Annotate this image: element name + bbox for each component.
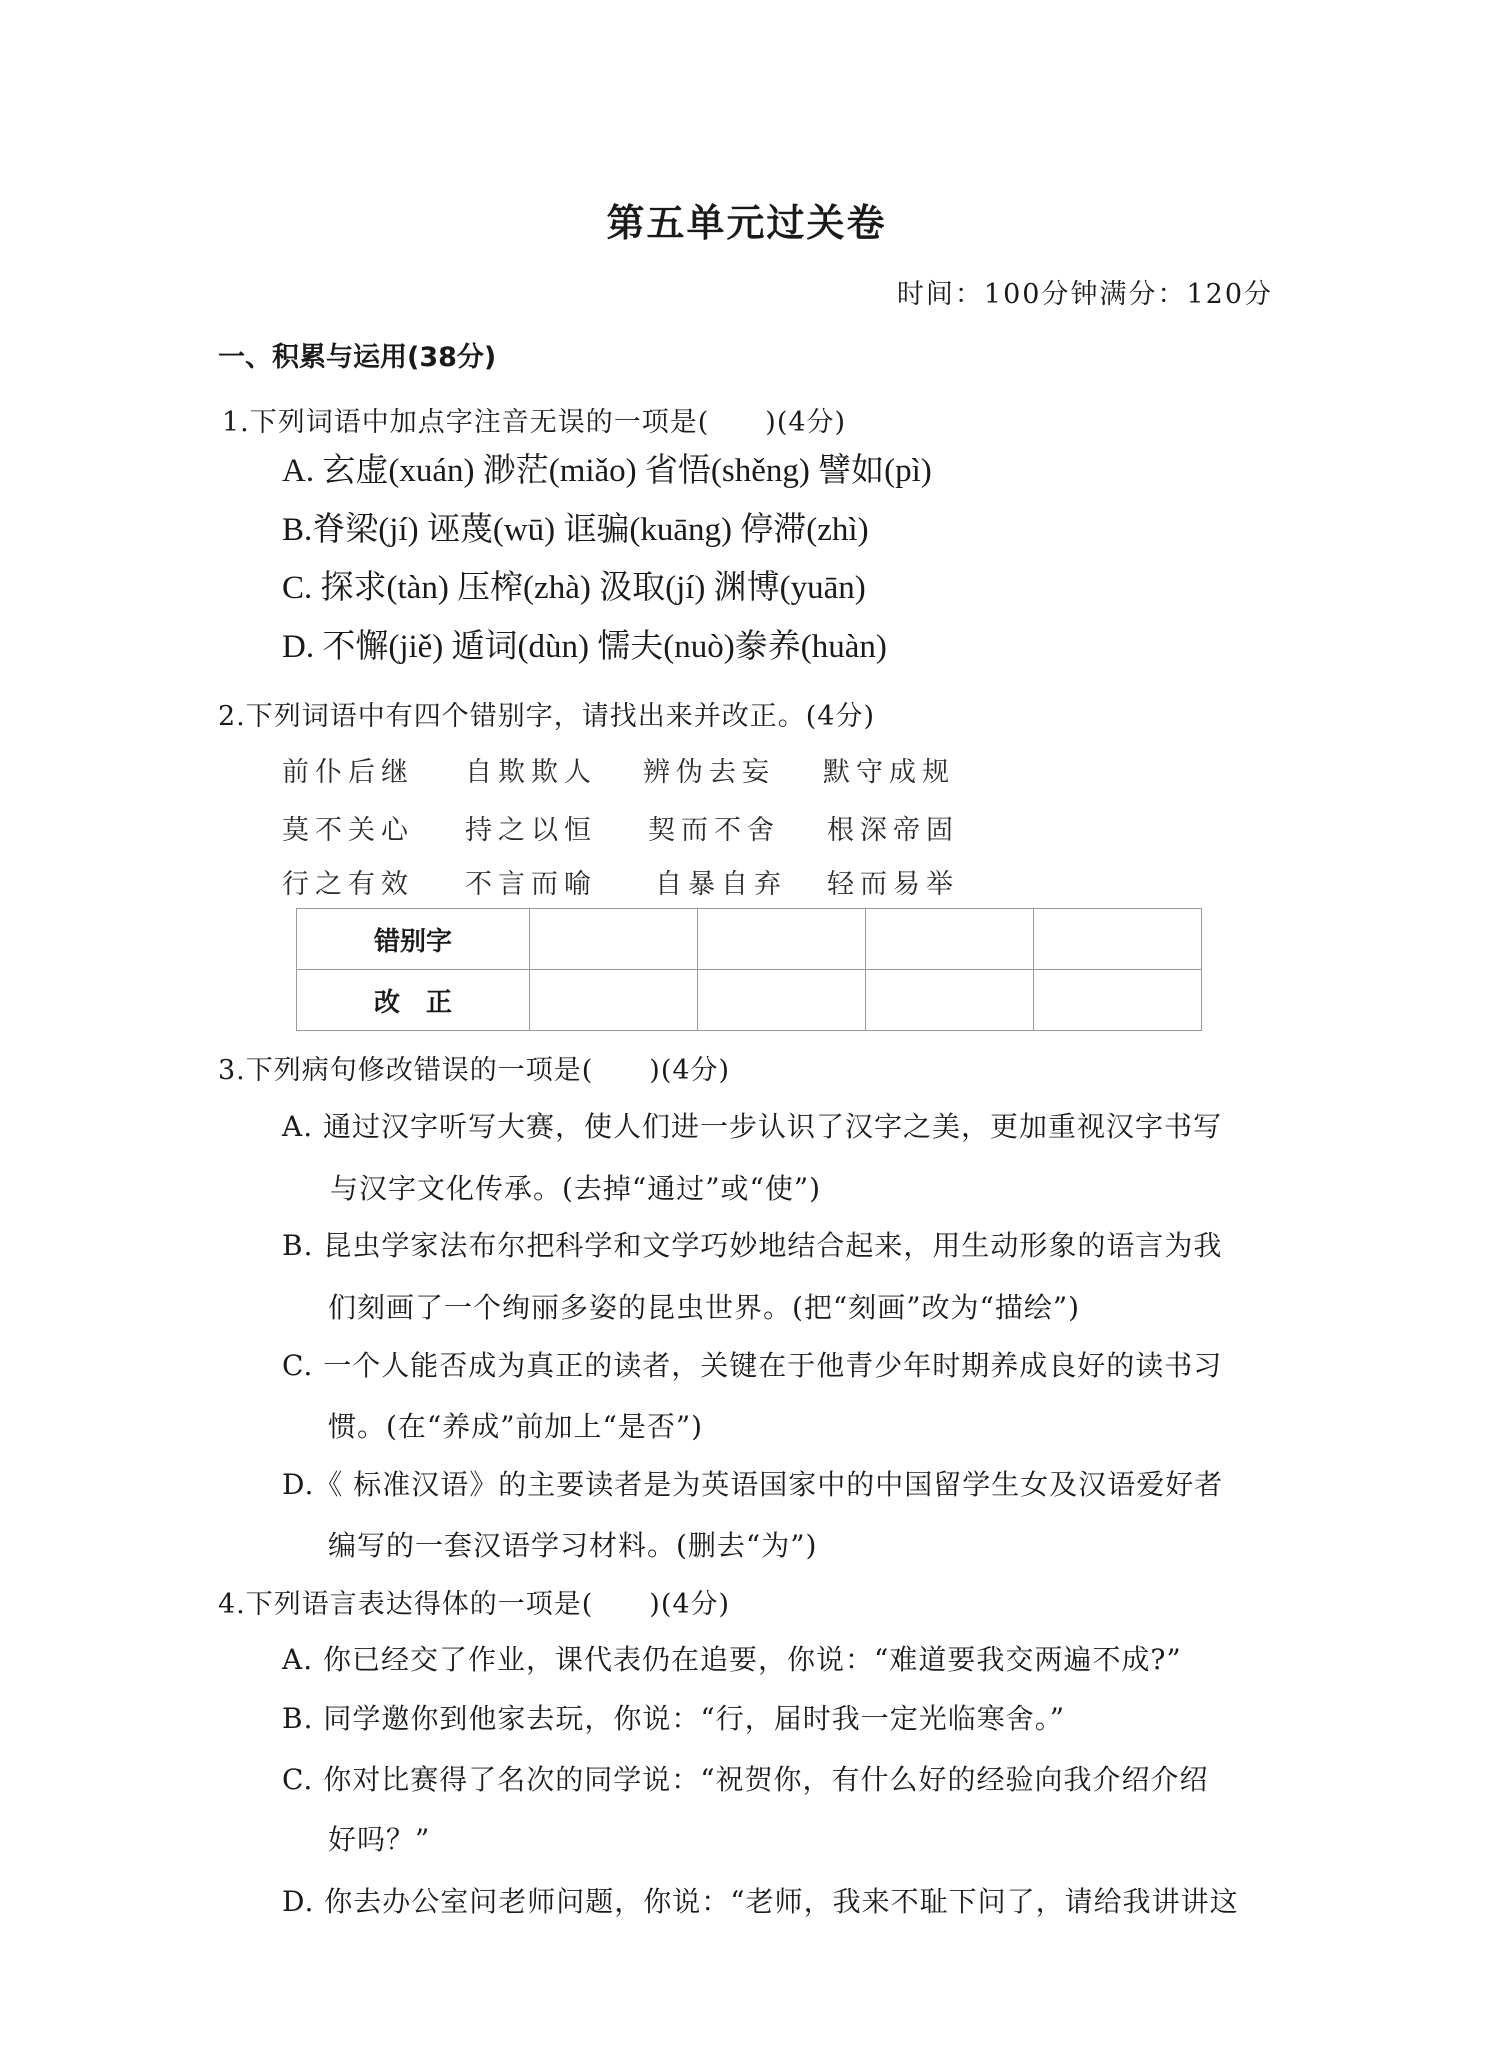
word-item: 轻而易举 — [827, 869, 959, 900]
table-row-label: 改 正 — [297, 970, 530, 1031]
q1-option-b: B.脊梁(jí) 诬蔑(wū) 诓骗(kuāng) 停滞(zhì) — [282, 512, 869, 548]
word-item: 默守成规 — [823, 757, 955, 788]
table-row — [297, 970, 1202, 1031]
question-1-stem: 1.下列词语中加点字注音无误的一项是( )(4分) — [222, 407, 847, 438]
correction-table — [296, 908, 1202, 1031]
answer-cell[interactable] — [530, 970, 698, 1031]
q4-option-b: B. 同学邀你到他家去玩，你说：“行，届时我一定光临寒舍。” — [282, 1702, 1066, 1735]
page-title: 第五单元过关卷 — [606, 200, 887, 245]
answer-cell[interactable] — [530, 909, 698, 970]
word-item: 行之有效 — [282, 869, 414, 900]
table-row-label: 错别字 — [297, 909, 530, 970]
q3-option-a-cont: 与汉字文化传承。(去掉“通过”或“使”) — [330, 1172, 822, 1205]
word-item: 自欺欺人 — [465, 757, 597, 788]
exam-meta: 时间：100分钟满分：120分 — [896, 279, 1273, 310]
word-item: 莫不关心 — [282, 815, 414, 846]
table-row — [297, 909, 1202, 970]
question-2-stem: 2.下列词语中有四个错别字，请找出来并改正。(4分) — [218, 701, 876, 732]
q4-option-d: D. 你去办公室问老师问题，你说：“老师，我来不耻下问了，请给我讲讲这 — [282, 1885, 1239, 1918]
word-item: 根深帝固 — [827, 815, 959, 846]
q4-option-c: C. 你对比赛得了名次的同学说：“祝贺你，有什么好的经验向我介绍介绍 — [282, 1763, 1209, 1796]
q1-option-a: A. 玄虚(xuán) 渺茫(miǎo) 省悟(shěng) 譬如(pì) — [282, 453, 932, 489]
word-item: 持之以恒 — [465, 815, 597, 846]
q3-option-b-cont: 们刻画了一个绚丽多姿的昆虫世界。(把“刻画”改为“描绘”) — [328, 1291, 1081, 1324]
word-item: 前仆后继 — [282, 757, 414, 788]
word-item: 自暴自弃 — [655, 869, 787, 900]
q3-option-a: A. 通过汉字听写大赛，使人们进一步认识了汉字之美，更加重视汉字书写 — [282, 1110, 1223, 1143]
q1-option-d: D. 不懈(jiě) 遁词(dùn) 懦夫(nuò)豢养(huàn) — [282, 629, 887, 665]
q3-option-c-cont: 惯。(在“养成”前加上“是否”) — [328, 1410, 704, 1443]
q1-option-c: C. 探求(tàn) 压榨(zhà) 汲取(jí) 渊博(yuān) — [282, 570, 866, 606]
q4-option-c-cont: 好吗？” — [328, 1823, 431, 1856]
q4-option-a: A. 你已经交了作业，课代表仍在追要，你说：“难道要我交两遍不成?” — [282, 1643, 1182, 1676]
answer-cell[interactable] — [698, 909, 866, 970]
question-4-stem: 4.下列语言表达得体的一项是( )(4分) — [218, 1589, 731, 1620]
answer-cell[interactable] — [866, 970, 1034, 1031]
answer-cell[interactable] — [1034, 970, 1202, 1031]
word-item: 不言而喻 — [465, 869, 597, 900]
answer-cell[interactable] — [1034, 909, 1202, 970]
word-item: 辨伪去妄 — [643, 757, 775, 788]
q3-option-c: C. 一个人能否成为真正的读者，关键在于他青少年时期养成良好的读书习 — [282, 1349, 1223, 1382]
answer-cell[interactable] — [866, 909, 1034, 970]
q3-option-d: D.《 标准汉语》的主要读者是为英语国家中的中国留学生女及汉语爱好者 — [282, 1468, 1224, 1501]
word-item: 契而不舍 — [648, 815, 780, 846]
q3-option-d-cont: 编写的一套汉语学习材料。(删去“为”) — [328, 1529, 818, 1562]
section-heading: 一、积累与运用(38分) — [218, 342, 497, 373]
question-3-stem: 3.下列病句修改错误的一项是( )(4分) — [218, 1055, 731, 1086]
q3-option-b: B. 昆虫学家法布尔把科学和文学巧妙地结合起来，用生动形象的语言为我 — [282, 1229, 1223, 1262]
answer-cell[interactable] — [698, 970, 866, 1031]
